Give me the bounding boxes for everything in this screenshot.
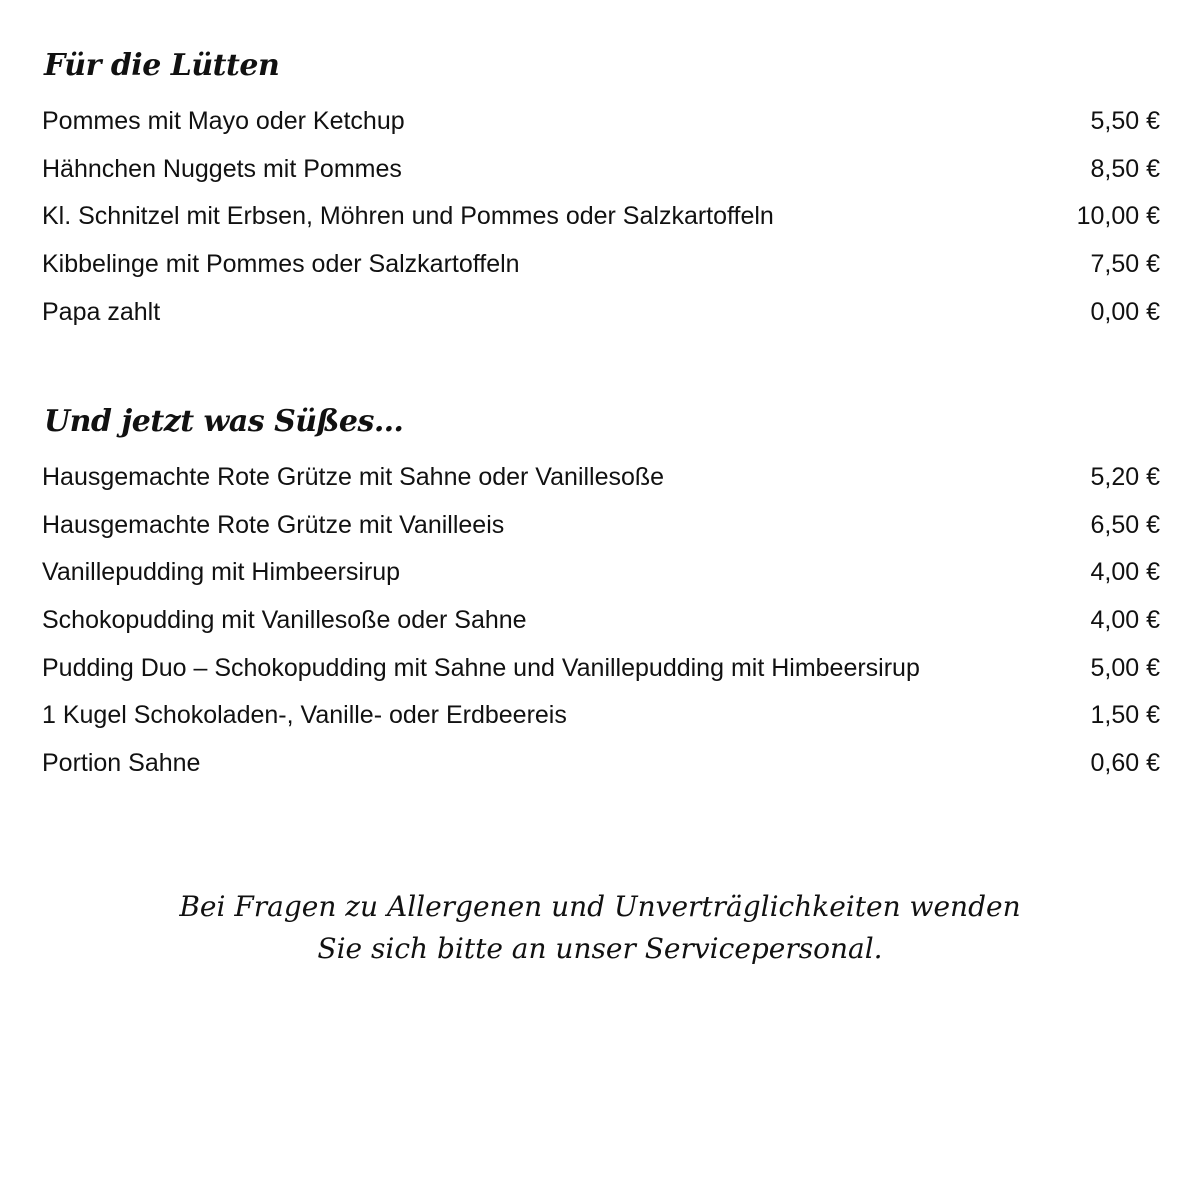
menu-item-price: 8,50 € bbox=[1090, 154, 1160, 183]
menu-item-name: Hausgemachte Rote Grütze mit Vanilleeis bbox=[42, 510, 505, 539]
menu-item bbox=[42, 454, 1160, 502]
menu-item-price: 5,00 € bbox=[1090, 653, 1160, 682]
menu-item bbox=[42, 241, 1160, 289]
allergen-notice bbox=[100, 886, 1100, 970]
menu-item bbox=[42, 288, 1160, 336]
menu-item-name: Hausgemachte Rote Grütze mit Sahne oder Vanillesoße bbox=[42, 463, 665, 492]
kids-section-title: Für die Lütten bbox=[44, 48, 280, 83]
menu-item-price: 0,60 € bbox=[1090, 748, 1160, 777]
menu-item-price: 1,50 € bbox=[1090, 701, 1160, 730]
menu-item-price: 4,00 € bbox=[1090, 558, 1160, 587]
menu-item-name: Pommes mit Mayo oder Ketchup bbox=[42, 107, 405, 136]
menu-item-price: 6,50 € bbox=[1090, 510, 1160, 539]
menu-item-name: Schokopudding mit Vanillesoße oder Sahne bbox=[42, 606, 527, 635]
menu-item-name: Portion Sahne bbox=[42, 748, 201, 777]
menu-item-name: Kl. Schnitzel mit Erbsen, Möhren und Pommes oder Salzkartoffeln bbox=[42, 202, 774, 231]
menu-item-price: 7,50 € bbox=[1090, 250, 1160, 279]
sweets-menu-section bbox=[42, 400, 1160, 787]
sweets-section-title: Und jetzt was Süßes… bbox=[44, 404, 404, 439]
menu-item bbox=[42, 549, 1160, 597]
allergen-notice-line-2: Sie sich bitte an unser Servicepersonal. bbox=[317, 932, 883, 965]
menu-item-price: 10,00 € bbox=[1076, 202, 1160, 231]
menu-item-price: 5,20 € bbox=[1090, 463, 1160, 492]
menu-item-name: Vanillepudding mit Himbeersirup bbox=[42, 558, 401, 587]
menu-item-price: 5,50 € bbox=[1090, 107, 1160, 136]
allergen-notice-line-1: Bei Fragen zu Allergenen und Unverträglichkeiten wenden bbox=[179, 890, 1021, 923]
menu-item bbox=[42, 502, 1160, 550]
menu-item-name: Papa zahlt bbox=[42, 297, 161, 326]
menu-item bbox=[42, 146, 1160, 194]
menu-item-name: Kibbelinge mit Pommes oder Salzkartoffeln bbox=[42, 250, 520, 279]
menu-item bbox=[42, 597, 1160, 645]
kids-menu-list bbox=[42, 98, 1160, 336]
menu-item bbox=[42, 644, 1160, 692]
menu-item-price: 0,00 € bbox=[1090, 297, 1160, 326]
menu-item-name: Pudding Duo – Schokopudding mit Sahne und Vanillepudding mit Himbeersirup bbox=[42, 653, 920, 682]
menu-item bbox=[42, 98, 1160, 146]
menu-item bbox=[42, 740, 1160, 788]
menu-item bbox=[42, 193, 1160, 241]
menu-item-name: Hähnchen Nuggets mit Pommes bbox=[42, 154, 402, 183]
menu-item bbox=[42, 692, 1160, 740]
menu-item-price: 4,00 € bbox=[1090, 606, 1160, 635]
menu-item-name: 1 Kugel Schokoladen-, Vanille- oder Erdbeereis bbox=[42, 701, 567, 730]
sweets-menu-list bbox=[42, 454, 1160, 787]
kids-menu-section bbox=[42, 44, 1160, 336]
